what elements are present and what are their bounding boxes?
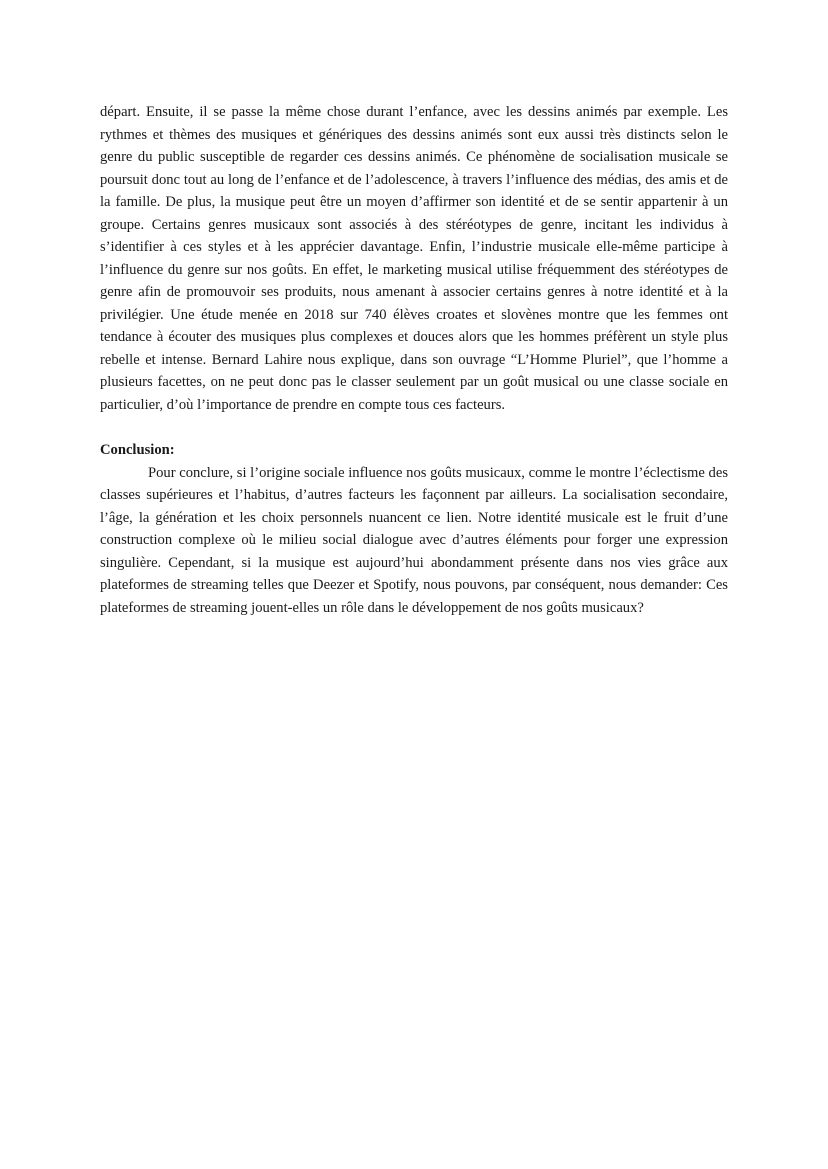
conclusion-paragraph: Pour conclure, si l’origine sociale influence nos goûts musicaux, comme le montre l’éclectisme des classes supérieures et l’habitus, d’autres facteurs les façonnent par ailleurs. La socialisation secondaire, l’âge, la génération et les choix personnels nuancent ce lien. Notre identité musicale est le fruit d’une construction complexe où le milieu social dialogue avec d’autres éléments pour forger une expression singulière. Cependant, si la musique est aujourd’hui abondamment présente dans nos vies grâce aux plateformes de streaming telles que Deezer et Spotify, nous pouvons, par conséquent, nous demander: Ces plateformes de streaming jouent-elles un rôle dans le développement de nos goûts musicaux? — [100, 464, 728, 616]
conclusion-heading: Conclusion: — [100, 442, 175, 458]
document-body — [100, 101, 728, 619]
body-paragraph: départ. Ensuite, il se passe la même chose durant l’enfance, avec les dessins animés par exemple. Les rythmes et thèmes des musiques et génériques des dessins animés sont eux aussi très distincts selon le genre du public susceptible de regarder ces dessins animés. Ce phénomène de socialisation musicale se poursuit donc tout au long de l’enfance et de l’adolescence, à travers l’influence des médias, des amis et de la famille. De plus, la musique peut être un moyen d’affirmer son identité et de se sentir appartenir à un groupe. Certains genres musicaux sont associés à des stéréotypes de genre, incitant les individus à s’identifier à ces styles et à les apprécier davantage. Enfin, l’industrie musicale elle-même participe à l’influence du genre sur nos goûts. En effet, le marketing musical utilise fréquemment des stéréotypes de genre afin de promouvoir ses produits, nous amenant à associer certains genres à notre identité et à la privilégier. Une étude menée en 2018 sur 740 élèves croates et slovènes montre que les femmes ont tendance à écouter des musiques plus complexes et douces alors que les hommes préfèrent un style plus rebelle et intense. Bernard Lahire nous explique, dans son ouvrage “L’Homme Pluriel”, que l’homme a plusieurs facettes, on ne peut donc pas le classer seulement par un goût musical ou une classe sociale en particulier, d’où l’importance de prendre en compte tous ces facteurs. — [100, 104, 728, 413]
